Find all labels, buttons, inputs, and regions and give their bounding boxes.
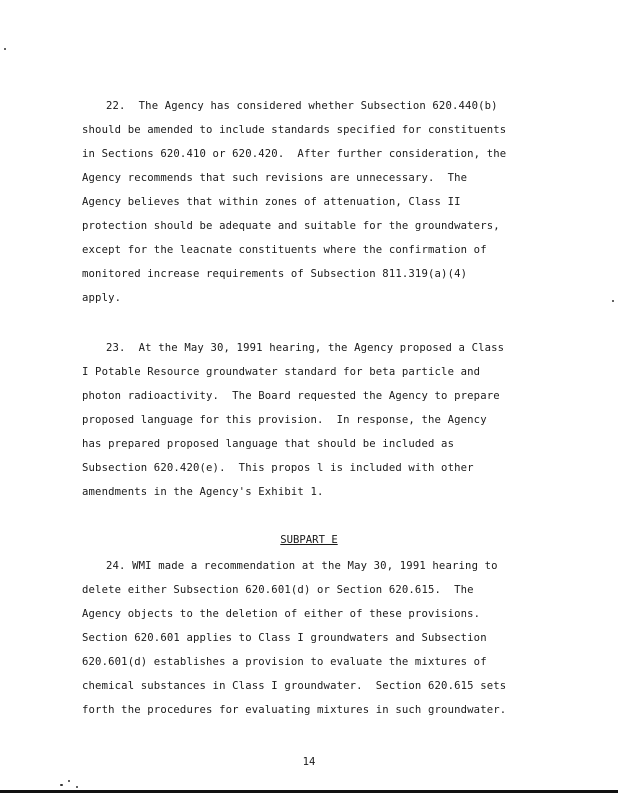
paragraph-line: Agency believes that within zones of attenuation, Class II	[82, 196, 461, 208]
paragraph-line: Subsection 620.420(e). This propos l is included with other	[82, 462, 474, 474]
paragraph-line: apply.	[82, 292, 122, 304]
paragraph-line: has prepared proposed language that should be included as	[82, 438, 455, 450]
paragraph-line: delete either Subsection 620.601(d) or Section 620.615. The	[82, 584, 474, 596]
paragraph-22	[82, 94, 572, 310]
scan-speck	[60, 784, 63, 786]
paragraph-line: monitored increase requirements of Subsection 811.319(a)(4)	[82, 268, 468, 280]
paragraph-line: 22. The Agency has considered whether Subsection 620.440(b)	[106, 100, 498, 112]
page-number: 14	[302, 756, 316, 768]
paragraph-line: photon radioactivity. The Board requested the Agency to prepare	[82, 390, 500, 402]
section-heading	[0, 530, 618, 550]
scan-speck	[76, 786, 78, 788]
paragraph-line: Agency objects to the deletion of either of these provisions.	[82, 608, 481, 620]
scan-speck	[4, 48, 6, 50]
section-heading-text: SUBPART E	[280, 534, 338, 546]
scan-speck	[68, 780, 70, 782]
paragraph-line: proposed language for this provision. In response, the Agency	[82, 414, 487, 426]
paragraph-line: chemical substances in Class I groundwater. Section 620.615 sets	[82, 680, 507, 692]
paragraph-line: 23. At the May 30, 1991 hearing, the Agency proposed a Class	[106, 342, 505, 354]
paragraph-line: in Sections 620.410 or 620.420. After further consideration, the	[82, 148, 507, 160]
scan-border-line	[0, 790, 618, 793]
paragraph-line: Agency recommends that such revisions are unnecessary. The	[82, 172, 468, 184]
paragraph-line: forth the procedures for evaluating mixtures in such groundwater.	[82, 704, 507, 716]
paragraph-line: 24. WMI made a recommendation at the May 30, 1991 hearing to	[106, 560, 498, 572]
paragraph-line: 620.601(d) establishes a provision to evaluate the mixtures of	[82, 656, 487, 668]
paragraph-24	[82, 554, 572, 722]
paragraph-line: protection should be adequate and suitable for the groundwaters,	[82, 220, 500, 232]
paragraph-line: I Potable Resource groundwater standard for beta particle and	[82, 366, 481, 378]
paragraph-line: amendments in the Agency's Exhibit 1.	[82, 486, 324, 498]
paragraph-23	[82, 336, 572, 504]
paragraph-line: should be amended to include standards specified for constituents	[82, 124, 507, 136]
paragraph-line: Section 620.601 applies to Class I groundwaters and Subsection	[82, 632, 487, 644]
paragraph-line: except for the leacnate constituents where the confirmation of	[82, 244, 487, 256]
scan-speck	[612, 300, 614, 302]
